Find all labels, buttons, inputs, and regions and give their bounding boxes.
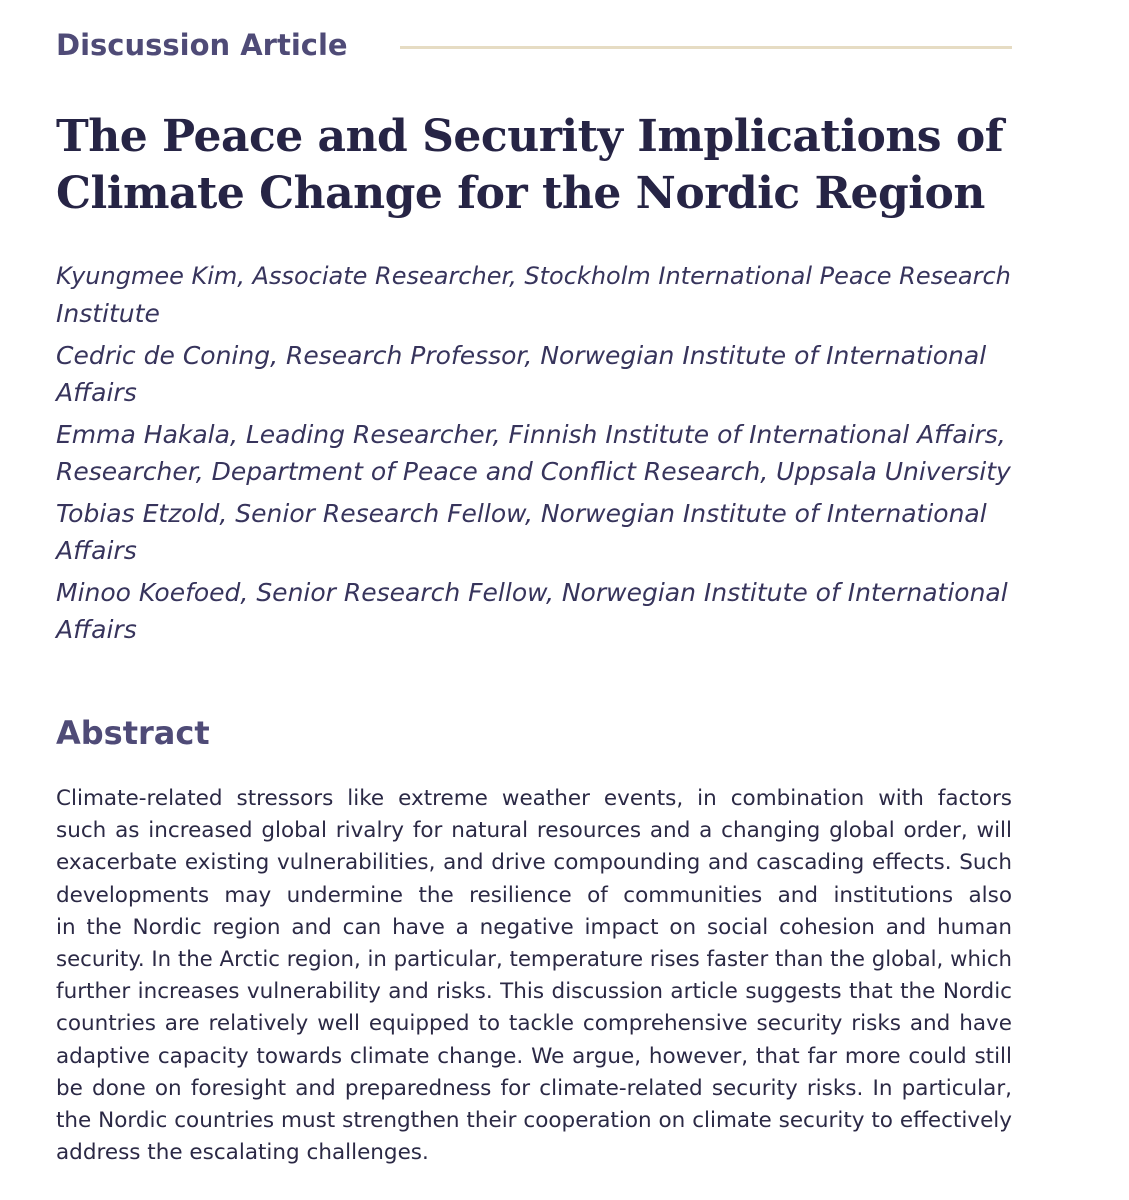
abstract-text (56, 783, 1012, 1169)
abstract-line: security. In the Arctic region, in particular, temperature rises faster than the global, which (56, 947, 1012, 973)
author-line: Minoo Koefoed, Senior Research Fellow, Norwegian Institute of International (56, 578, 1008, 607)
author-entry (56, 416, 1016, 490)
abstract-line: exacerbate existing vulnerabilities, and drive compounding and cascading effects. Such (56, 850, 1012, 876)
author-line: Tobias Etzold, Senior Research Fellow, Norwegian Institute of International (56, 499, 987, 528)
abstract-line: in the Nordic region and can have a negative impact on social cohesion and human (56, 914, 1012, 940)
author-entry (56, 337, 1016, 411)
abstract-line: developments may undermine the resilience of communities and institutions also (56, 882, 1012, 908)
section-label: Discussion Article (56, 28, 348, 62)
author-entry (56, 495, 1016, 569)
abstract-line: adaptive capacity towards climate change. We argue, however, that far more could still (56, 1043, 1012, 1069)
author-line: Affairs (56, 536, 137, 565)
author-list (56, 258, 1016, 653)
author-line: Affairs (56, 615, 137, 644)
abstract-line: address the escalating challenges. (56, 1140, 429, 1166)
abstract-line: such as increased global rivalry for natural resources and a changing global order, will (56, 818, 1012, 844)
author-entry (56, 574, 1016, 648)
abstract-line: Climate-related stressors like extreme weather events, in combination with factors (56, 786, 1012, 811)
author-line: Kyungmee Kim, Associate Researcher, Stockholm International Peace Research (56, 262, 1011, 290)
section-header (56, 28, 1016, 72)
abstract-heading: Abstract (56, 714, 210, 752)
author-line: Emma Hakala, Leading Researcher, Finnish Institute of International Affairs, (56, 420, 1006, 449)
author-entry (56, 258, 1016, 332)
abstract-line: countries are relatively well equipped to tackle comprehensive security risks and have (56, 1011, 1012, 1037)
section-divider (400, 46, 1012, 49)
article-title-line: Climate Change for the Nordic Region (56, 168, 985, 219)
abstract-line: the Nordic countries must strengthen their cooperation on climate security to effectively (56, 1108, 1012, 1134)
author-line: Researcher, Department of Peace and Conflict Research, Uppsala University (56, 457, 1011, 486)
author-line: Institute (56, 299, 160, 328)
abstract-line: be done on foresight and preparedness for climate-related security risks. In particular, (56, 1075, 1012, 1101)
author-line: Cedric de Coning, Research Professor, Norwegian Institute of International (56, 341, 987, 370)
author-line: Affairs (56, 378, 137, 407)
abstract-line: further increases vulnerability and risks. This discussion article suggests that the Nordic (56, 979, 1012, 1005)
article-title-line: The Peace and Security Implications of (56, 111, 1004, 162)
article-title (56, 108, 1036, 222)
